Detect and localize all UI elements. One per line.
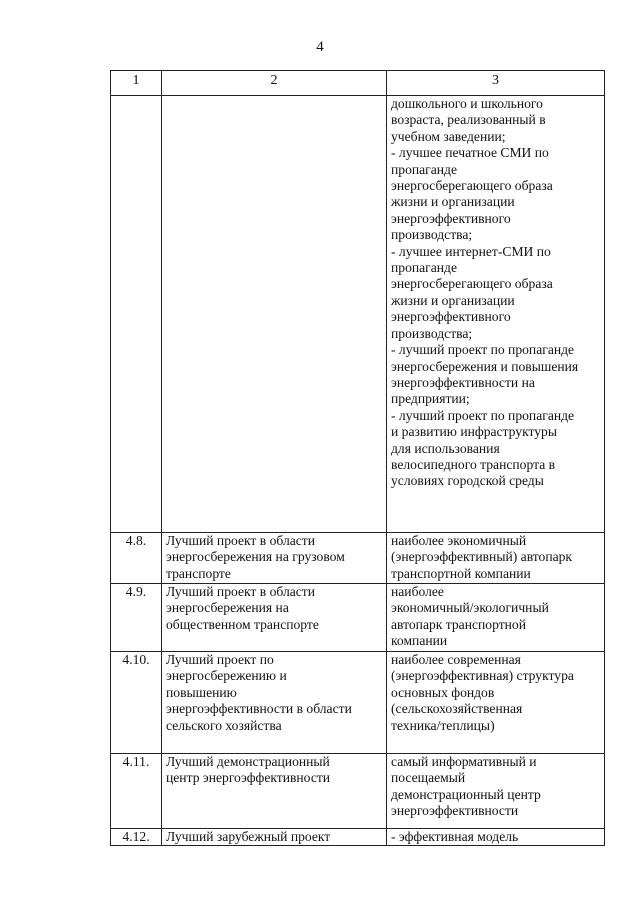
row-number: 4.11. [111, 754, 162, 829]
nomination-line: общественном транспорте [166, 616, 319, 632]
header-col-3: 3 [387, 71, 605, 96]
row-number: 4.12. [111, 829, 162, 846]
page-number: 4 [316, 39, 324, 55]
criteria-cell [387, 829, 605, 846]
table-header-row [111, 71, 605, 96]
criteria-line: энергосбережения и повышения [391, 358, 579, 374]
nomination-line: Лучший проект в области [166, 584, 316, 599]
row-number: 4.10. [111, 652, 162, 754]
header-col-1: 1 [111, 71, 162, 96]
table-row [111, 533, 605, 584]
criteria-line: энергосберегающего образа [391, 276, 553, 292]
criteria-cell [387, 584, 605, 652]
criteria-line: техника/теплицы) [391, 717, 495, 733]
nomination-cell [162, 533, 387, 584]
nomination-line: Лучший проект по [166, 652, 274, 667]
nomination-cell [162, 754, 387, 829]
nomination-cell [162, 829, 387, 846]
criteria-cell [387, 652, 605, 754]
row-number: 4.8. [111, 533, 162, 584]
criteria-line: наиболее экономичный [391, 533, 527, 548]
table-row [111, 96, 605, 533]
criteria-line: компании [391, 633, 448, 649]
criteria-line: энергоэффективного [391, 309, 511, 325]
criteria-line: - лучший проект по пропаганде [391, 342, 575, 358]
nomination-line: Лучший демонстрационный [166, 754, 330, 769]
nominations-table [110, 70, 605, 846]
nomination-cell [162, 652, 387, 754]
row-number [111, 96, 162, 533]
criteria-line: - лучшее печатное СМИ по [391, 145, 549, 161]
header-col-2: 2 [162, 71, 387, 96]
nomination-line: энергоэффективности в области [166, 701, 352, 717]
criteria-line: учебном заведении; [391, 128, 506, 144]
criteria-line: (энергоэффективная) структура [391, 668, 574, 684]
nomination-line: Лучший проект в области [166, 533, 316, 548]
table-row [111, 652, 605, 754]
criteria-line: пропаганде [391, 260, 458, 276]
criteria-line: условиях городской среды [391, 473, 544, 489]
criteria-line: и развитию инфраструктуры [391, 424, 557, 440]
criteria-line: самый информативный и [391, 754, 537, 769]
criteria-cell [387, 754, 605, 829]
criteria-line: велосипедного транспорта в [391, 456, 556, 472]
criteria-line: предприятии; [391, 391, 470, 407]
criteria-line: экономичный/экологичный [391, 600, 549, 616]
criteria-line: основных фондов [391, 684, 495, 700]
table-row [111, 584, 605, 652]
criteria-line: посещаемый [391, 770, 466, 786]
criteria-line: жизни и организации [391, 194, 515, 210]
nomination-line: энергосбережения на [166, 600, 289, 616]
nomination-line: повышению [166, 684, 237, 700]
nomination-line: центр энергоэффективности [166, 770, 331, 786]
criteria-line: производства; [391, 227, 473, 243]
criteria-line: - лучшее интернет-СМИ по [391, 243, 551, 259]
table-row [111, 754, 605, 829]
criteria-line: наиболее [391, 584, 444, 599]
criteria-line: - лучший проект по пропаганде [391, 407, 575, 423]
criteria-line: (энергоэффективный) автопарк [391, 549, 573, 565]
criteria-line: энергосберегающего образа [391, 178, 553, 194]
nomination-line: Лучший зарубежный проект [166, 829, 331, 844]
nomination-cell [162, 96, 387, 533]
nomination-line: энергосбережению и [166, 668, 287, 684]
criteria-line: (сельскохозяйственная [391, 701, 523, 717]
nomination-line: энергосбережения на грузовом [166, 549, 345, 565]
nomination-line: сельского хозяйства [166, 717, 282, 733]
nomination-line: транспорте [166, 565, 231, 581]
criteria-line: производства; [391, 325, 473, 341]
criteria-line: наиболее современная [391, 652, 521, 667]
criteria-cell [387, 96, 605, 533]
criteria-line: для использования [391, 440, 500, 456]
row-number: 4.9. [111, 584, 162, 652]
table-row [111, 829, 605, 846]
criteria-line: - эффективная модель [391, 829, 519, 844]
criteria-line: энергоэффективности [391, 803, 519, 819]
criteria-line: жизни и организации [391, 292, 515, 308]
criteria-cell [387, 533, 605, 584]
criteria-line: возраста, реализованный в [391, 112, 546, 128]
criteria-line: пропаганде [391, 161, 458, 177]
criteria-line: дошкольного и школьного [391, 96, 543, 111]
criteria-line: энергоэффективности на [391, 374, 535, 390]
nomination-cell [162, 584, 387, 652]
criteria-line: демонстрационный центр [391, 786, 541, 802]
criteria-line: транспортной компании [391, 565, 531, 581]
criteria-line: автопарк транспортной [391, 616, 527, 632]
criteria-line: энергоэффективного [391, 210, 511, 226]
